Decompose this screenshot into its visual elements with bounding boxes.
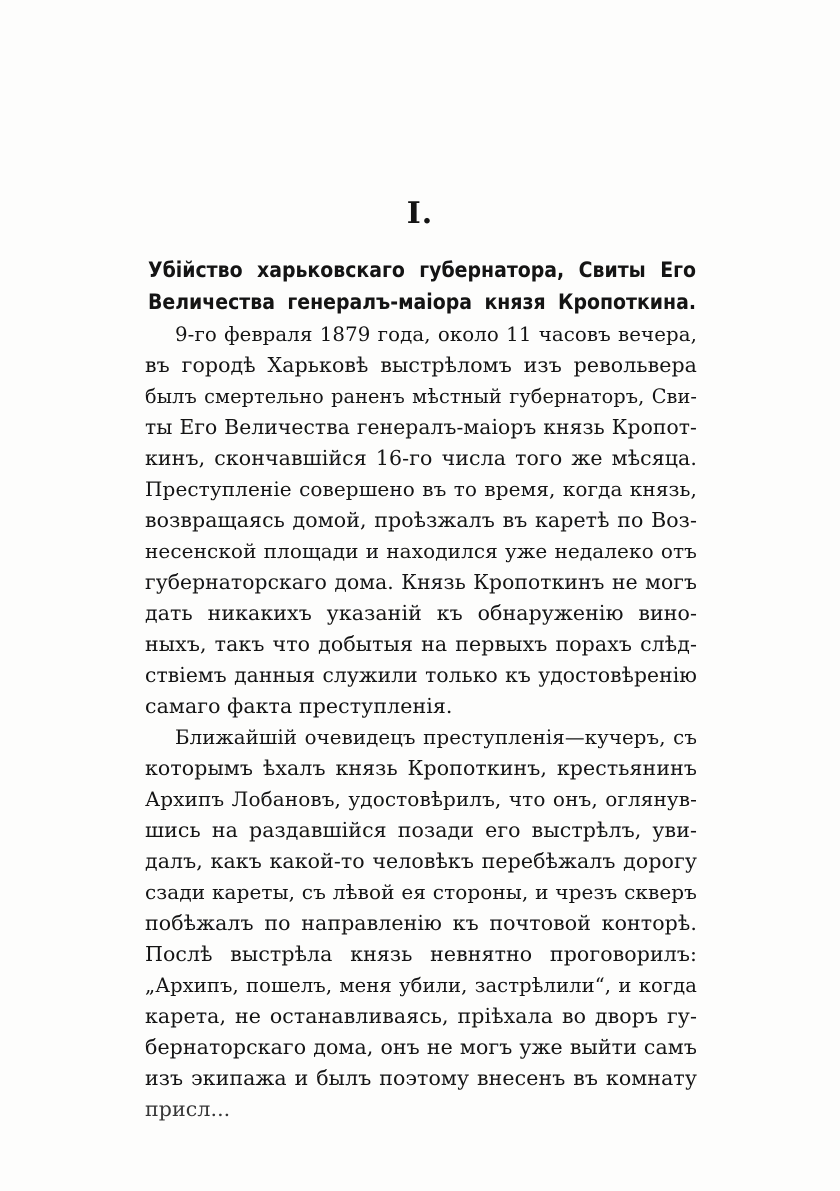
text-line: самаго факта преступленія. bbox=[145, 694, 453, 718]
text-line: сзади кареты, съ лѣвой ея стороны, и чрезъ скверъ bbox=[145, 880, 697, 904]
text-line: присл... bbox=[145, 1097, 231, 1121]
text-line: которымъ ѣхалъ князь Кропоткинъ, крестьянинъ bbox=[145, 756, 697, 780]
text-line: шись на раздавшійся позади его выстрѣлъ, уви- bbox=[145, 818, 697, 842]
text-line: „Архипъ, пошелъ, меня убили, застрѣлили“, и когда bbox=[145, 974, 697, 997]
text-line: бернаторскаго дома, онъ не могъ уже выйти самъ bbox=[145, 1035, 697, 1059]
text-line: дать никакихъ указаній къ обнаруженію вино- bbox=[145, 601, 697, 625]
text-line: изъ экипажа и былъ поэтому внесенъ въ комнату bbox=[145, 1066, 697, 1090]
chapter-title-line-2: Величества генералъ-маіора князя Кропоткина. bbox=[148, 290, 696, 314]
chapter-number: I. bbox=[406, 196, 434, 231]
text-line: карета, не останавливаясь, пріѣхала во дворъ гу- bbox=[145, 1004, 697, 1028]
text-line: въ городѣ Харьковѣ выстрѣломъ изъ револьвера bbox=[145, 353, 697, 377]
body-text bbox=[145, 319, 697, 1125]
text-line: Послѣ выстрѣла князь невнятно проговорилъ: bbox=[145, 942, 697, 966]
text-line: 9-го февраля 1879 года, около 11 часовъ вечера, bbox=[175, 323, 697, 346]
text-line: ты Его Величества генералъ-маіоръ князь Кропот- bbox=[145, 415, 697, 439]
text-line: Архипъ Лобановъ, удостовѣрилъ, что онъ, оглянув- bbox=[145, 787, 697, 811]
text-line: былъ смертельно раненъ мѣстный губернаторъ, Сви- bbox=[145, 385, 697, 408]
text-line: ствіемъ данныя служили только къ удостовѣренію bbox=[145, 663, 697, 687]
chapter-title-line-1: Убійство харьковскаго губернатора, Свиты Его bbox=[148, 258, 696, 282]
text-line: губернаторскаго дома. Князь Кропоткинъ не могъ bbox=[145, 570, 697, 594]
text-line: возвращаясь домой, проѣзжалъ въ каретѣ по Воз- bbox=[145, 508, 697, 532]
text-line: Преступленіе совершено въ то время, когда князь, bbox=[145, 477, 697, 501]
text-line: несенской площади и находился уже недалеко отъ bbox=[145, 539, 697, 563]
text-line: Ближайшій очевидецъ преступленія—кучеръ, съ bbox=[175, 726, 697, 749]
text-line: кинъ, скончавшійся 16-го числа того же мѣсяца. bbox=[145, 446, 697, 470]
text-line: ныхъ, такъ что добытыя на первыхъ порахъ слѣд- bbox=[145, 632, 697, 656]
text-line: далъ, какъ какой-то человѣкъ перебѣжалъ дорогу bbox=[145, 849, 697, 873]
text-line: побѣжалъ по направленію къ почтовой конторѣ. bbox=[145, 911, 697, 935]
